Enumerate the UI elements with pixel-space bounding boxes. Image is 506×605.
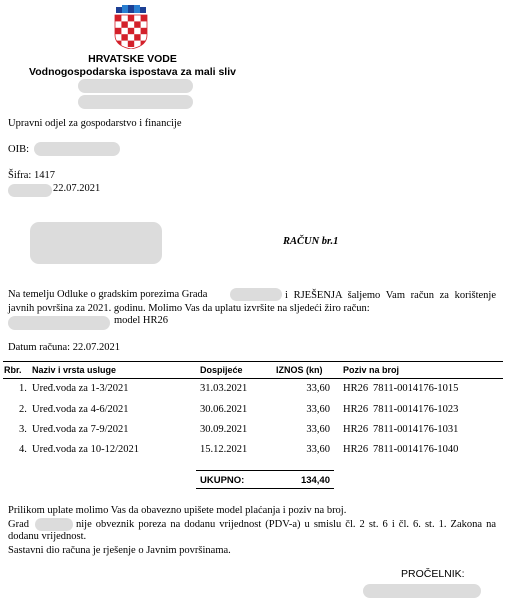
- row-ref: 7811-0014176-1015: [373, 383, 459, 394]
- col-due: Dospijeće: [200, 365, 243, 375]
- redacted-address-2: [78, 95, 193, 109]
- intro-part-1: Na temelju Odluke o gradskim porezima Grada: [8, 289, 208, 300]
- redacted-signature: [363, 584, 481, 598]
- row-model: HR26: [343, 404, 369, 415]
- row-num: 3.: [19, 424, 27, 435]
- footer-line-2b: nije obveznik poreza na dodanu vrijednost (PDV-a) u smislu čl. 2 st. 6 i čl. 6. st. 1. Zakona na dodanu vrijednost.: [8, 519, 496, 542]
- table-row: [0, 444, 506, 458]
- row-amount: 33,60: [306, 424, 330, 435]
- org-name: HRVATSKE VODE: [88, 53, 177, 65]
- oib-label: OIB:: [8, 144, 29, 155]
- row-num: 2.: [19, 404, 27, 415]
- department: Upravni odjel za gospodarstvo i financije: [8, 118, 182, 129]
- row-ref: 7811-0014176-1023: [373, 404, 459, 415]
- table-header-rule: [3, 378, 503, 379]
- invoice-date: Datum računa: 22.07.2021: [8, 342, 120, 353]
- row-service: Uređ.voda za 4-6/2021: [32, 404, 129, 415]
- footer-line-3: Sastavni dio računa je rješenje o Javnim površinama.: [8, 545, 231, 556]
- row-due: 15.12.2021: [200, 444, 248, 455]
- redacted-oib: [34, 142, 120, 156]
- row-ref: 7811-0014176-1040: [373, 444, 459, 455]
- shield: [115, 15, 147, 49]
- footer-line-1: Prilikom uplate molimo Vas da obavezno upišete model plaćanja i poziv na broj.: [8, 505, 347, 516]
- table-header: [0, 362, 506, 378]
- row-amount: 33,60: [306, 383, 330, 394]
- col-service: Naziv i vrsta usluge: [32, 365, 117, 375]
- table-row: [0, 424, 506, 438]
- row-service: Uređ.voda za 1-3/2021: [32, 383, 129, 394]
- row-model: HR26: [343, 383, 369, 394]
- footer-line-2a: Grad: [8, 519, 29, 530]
- row-due: 31.03.2021: [200, 383, 248, 394]
- redacted-address: [78, 79, 193, 93]
- col-ref: Poziv na broj: [343, 365, 400, 375]
- signature-label: PROČELNIK:: [401, 568, 465, 580]
- row-num: 4.: [19, 444, 27, 455]
- crown: [116, 5, 146, 13]
- row-ref: 7811-0014176-1031: [373, 424, 459, 435]
- coat-of-arms-icon: [112, 5, 150, 49]
- row-model: HR26: [343, 444, 369, 455]
- row-model: HR26: [343, 424, 369, 435]
- redacted-place: [8, 184, 52, 197]
- row-due: 30.06.2021: [200, 404, 248, 415]
- row-service: Uređ.voda za 7-9/2021: [32, 424, 129, 435]
- intro-part-3: model HR26: [114, 315, 168, 326]
- total-top-rule: [196, 470, 334, 471]
- table-row: [0, 383, 506, 397]
- col-amount: IZNOS (kn): [276, 365, 323, 375]
- total-value: 134,40: [300, 475, 330, 486]
- redacted-recipient: [30, 222, 162, 264]
- row-amount: 33,60: [306, 444, 330, 455]
- row-service: Uređ.voda za 10-12/2021: [32, 444, 140, 455]
- total-bottom-rule: [196, 488, 334, 489]
- table-row: [0, 404, 506, 418]
- redacted-account: [8, 316, 110, 330]
- intro-line-2: i RJEŠENJA šaljemo Vam račun za korištenje javnih površina za 2021. godinu. Molimo Vas da uplatu izvršite na sljedeći žiro račun:: [8, 290, 496, 314]
- org-unit: Vodnogospodarska ispostava za mali sliv: [29, 66, 236, 78]
- col-rbr: Rbr.: [4, 365, 22, 375]
- sifra: Šifra: 1417: [8, 170, 55, 181]
- row-num: 1.: [19, 383, 27, 394]
- total-label: UKUPNO:: [200, 475, 245, 486]
- row-amount: 33,60: [306, 404, 330, 415]
- invoice-title: RAČUN br.1: [283, 236, 339, 247]
- row-due: 30.09.2021: [200, 424, 248, 435]
- date-place: 22.07.2021: [53, 183, 101, 194]
